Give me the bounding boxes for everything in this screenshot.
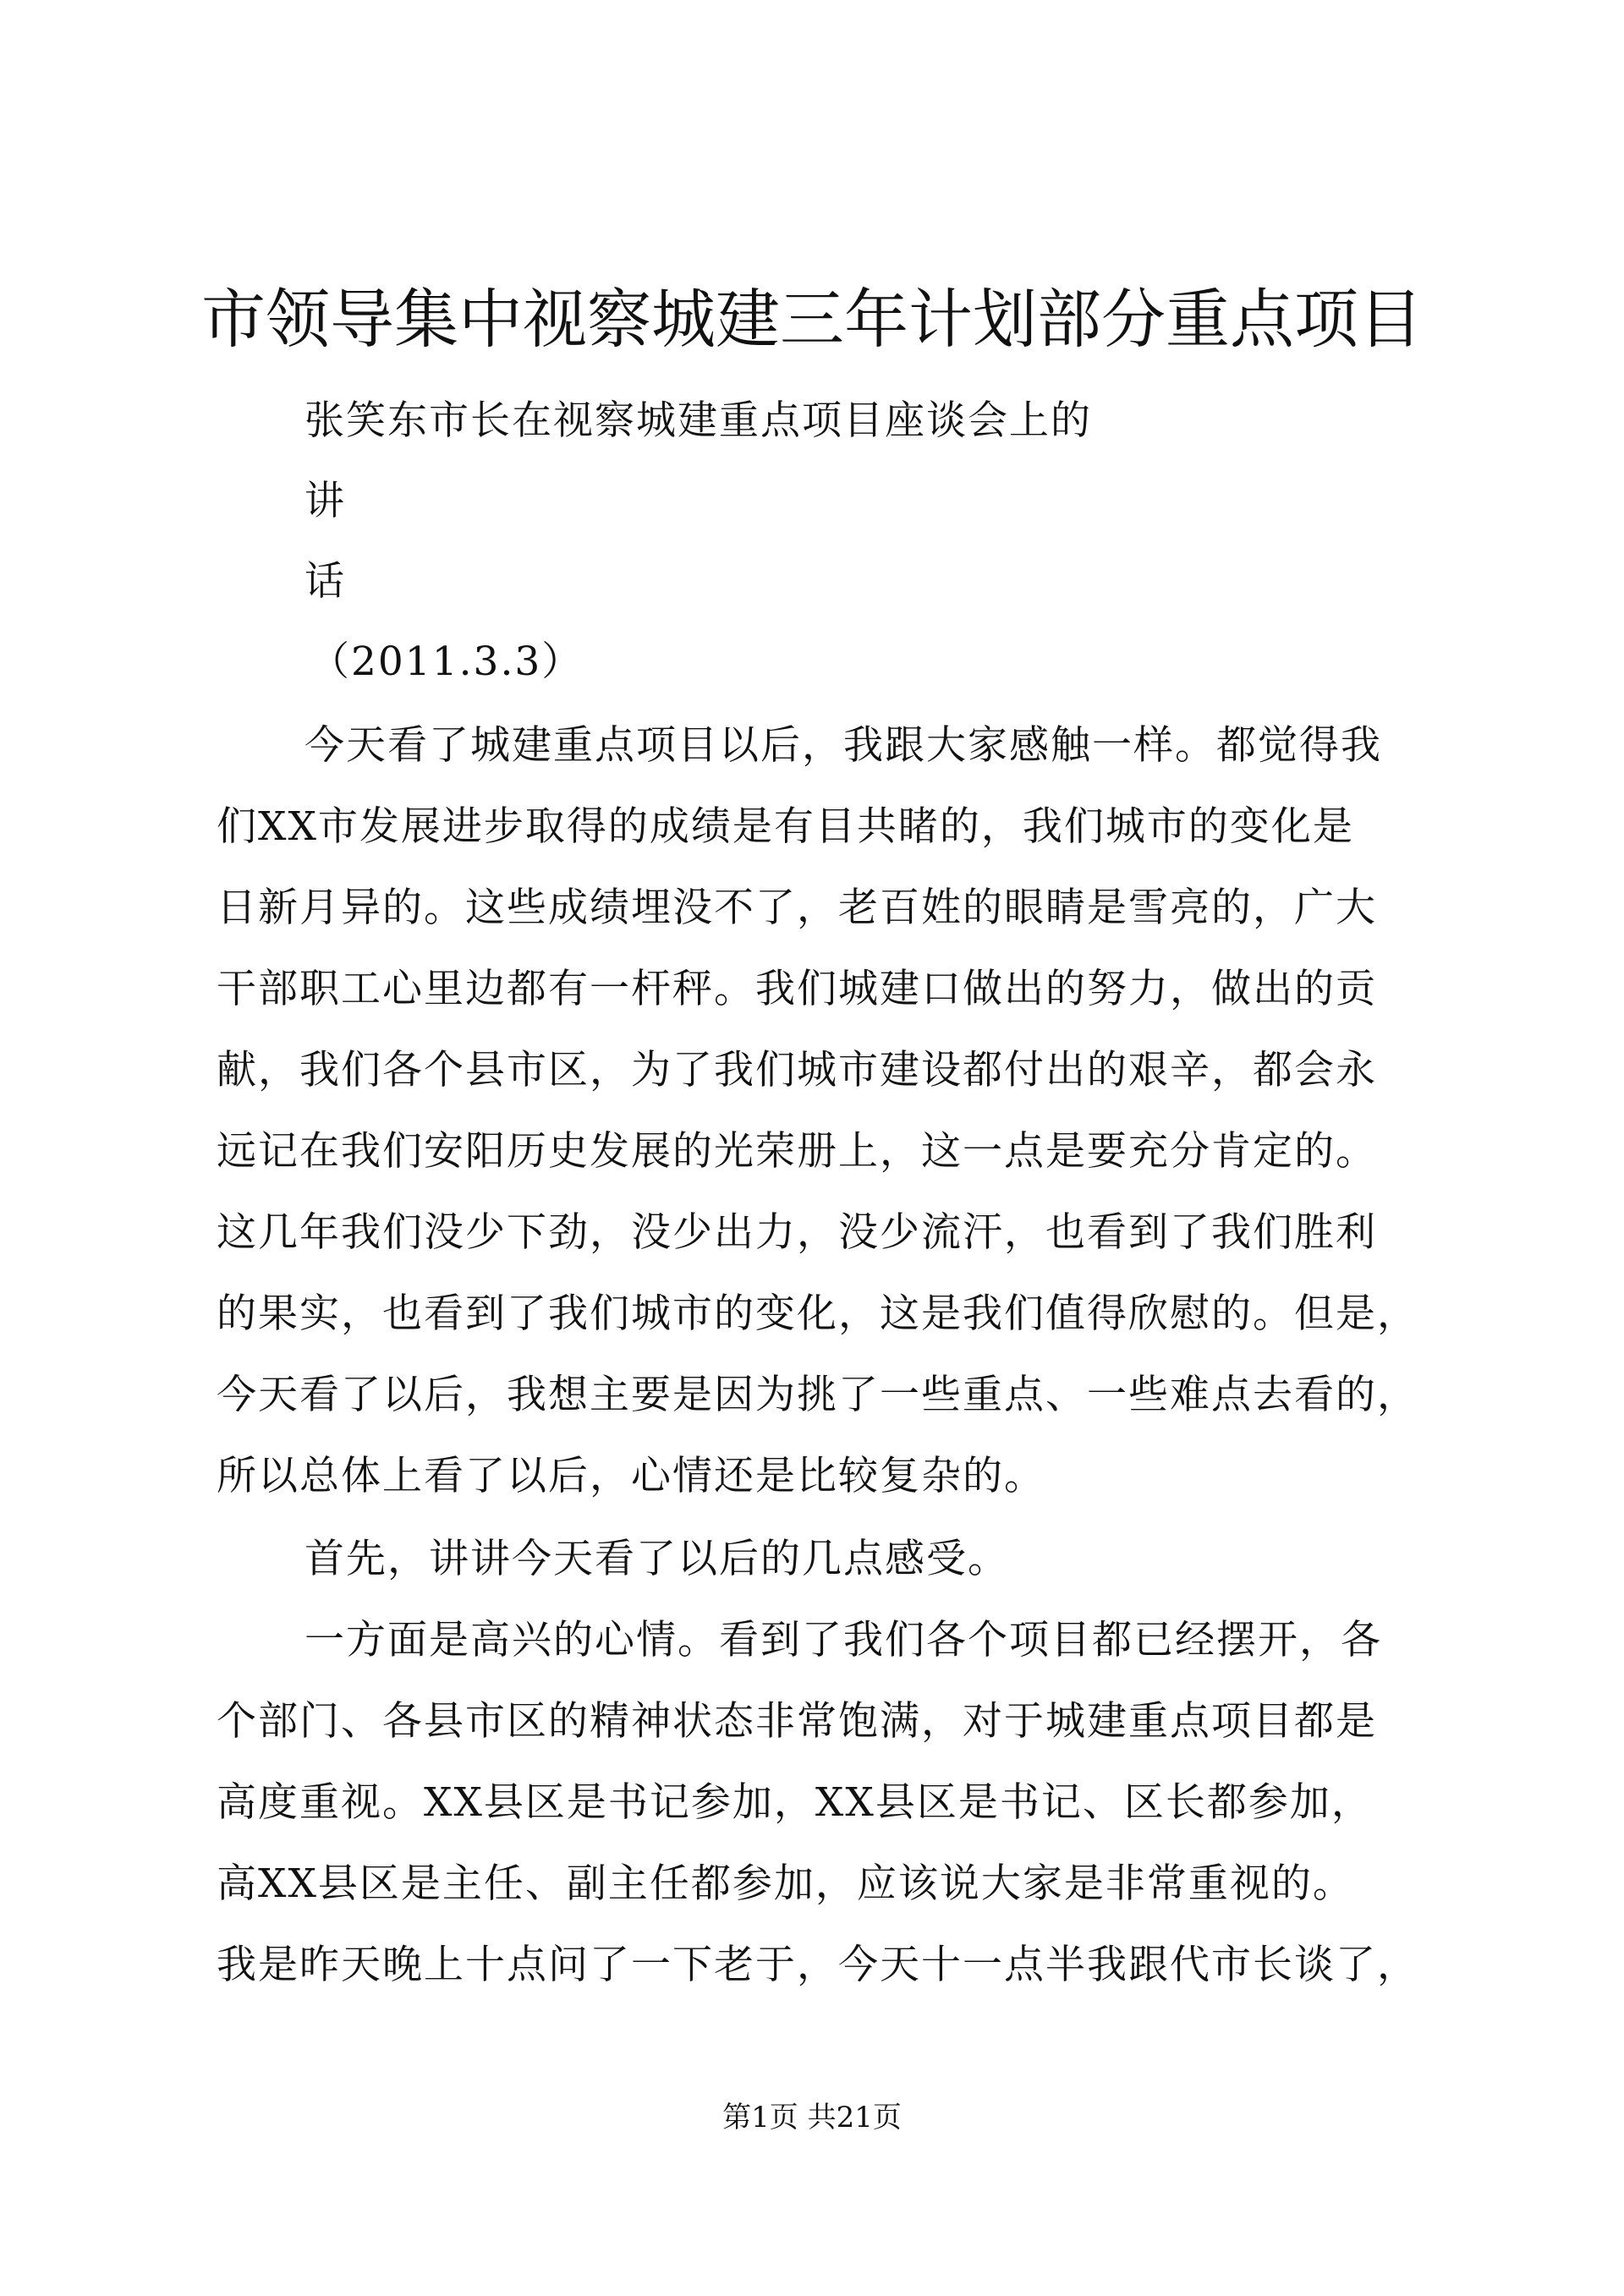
document-title: 市领导集中视察城建三年计划部分重点项目 bbox=[201, 282, 1423, 357]
body-line: 这几年我们没少下劲，没少出力，没少流汗，也看到了我们胜利 bbox=[217, 1209, 1377, 1256]
body-line: 日新月异的。这些成绩埋没不了，老百姓的眼睛是雪亮的，广大 bbox=[217, 885, 1377, 931]
body-line: 今天看了城建重点项目以后，我跟大家感触一样。都觉得我 bbox=[304, 722, 1382, 769]
body-line: 高度重视。XX县区是书记参加，XX县区是书记、区长都参加， bbox=[217, 1779, 1373, 1826]
body-line: 今天看了以后，我想主要是因为挑了一些重点、一些难点去看的， bbox=[217, 1372, 1418, 1418]
subtitle-line: 话 bbox=[304, 558, 346, 605]
body-line: 的果实，也看到了我们城市的变化，这是我们值得欣慰的。但是， bbox=[217, 1290, 1418, 1337]
subtitle-line: 张笑东市长在视察城建重点项目座谈会上的 bbox=[304, 397, 1092, 444]
body-line: 个部门、各县市区的精神状态非常饱满，对于城建重点项目都是 bbox=[217, 1698, 1377, 1745]
page-number-footer: 第1页 共21页 bbox=[722, 2101, 902, 2134]
body-line: 一方面是高兴的心情。看到了我们各个项目都已经摆开，各 bbox=[304, 1617, 1382, 1663]
body-line: 所以总体上看了以后，心情还是比较复杂的。 bbox=[217, 1453, 1045, 1499]
body-line: 献，我们各个县市区，为了我们城市建设都付出的艰辛，都会永 bbox=[217, 1047, 1377, 1093]
body-line: 首先，讲讲今天看了以后的几点感受。 bbox=[304, 1536, 1009, 1582]
body-line: 干部职工心里边都有一杆秤。我们城建口做出的努力，做出的贡 bbox=[217, 966, 1377, 1012]
body-line: 们XX市发展进步取得的成绩是有目共睹的，我们城市的变化是 bbox=[217, 803, 1354, 850]
body-line: 我是昨天晚上十点问了一下老于，今天十一点半我跟代市长谈了， bbox=[217, 1942, 1418, 1988]
subtitle-line: 讲 bbox=[304, 478, 346, 524]
body-line: 高XX县区是主任、副主任都参加，应该说大家是非常重视的。 bbox=[217, 1860, 1354, 1907]
body-line: 远记在我们安阳历史发展的光荣册上，这一点是要充分肯定的。 bbox=[217, 1128, 1377, 1175]
speech-date: （2011.3.3） bbox=[310, 638, 584, 685]
